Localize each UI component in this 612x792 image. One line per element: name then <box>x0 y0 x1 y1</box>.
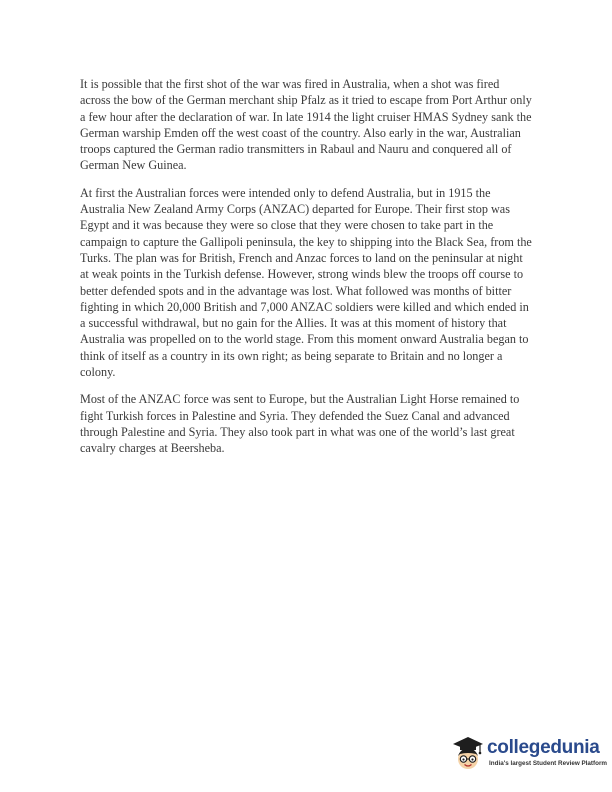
collegedunia-logo[interactable] <box>449 734 608 774</box>
document-body <box>80 76 532 468</box>
paragraph-anzac-gallipoli: At first the Australian forces were intended only to defend Australia, but in 1915 the Australia New Zealand Army Corps (ANZAC) departed for Europe. Their first stop was Egypt and it was because they were so close that they were chosen to take part in the campaign to capture the Gallipoli peninsula, the key to shipping into the Black Sea, from the Turks. The plan was for British, French and Anzac forces to land on the peninsular at night at weak points in the Turkish defense. However, strong winds blew the troops off course to better defended spots and in the advantage was lost. What followed was months of bitter fighting in which 20,000 British and 7,000 ANZAC soldiers were killed and which ended in a successful withdrawal, but no gain for the Allies. It was at this moment of history that Australia was propelled on to the world stage. From this moment onward Australia began to think of itself as a country in its own right; as being separate to Britain and no longer a colony. <box>80 185 532 380</box>
graduate-mascot-icon <box>449 734 487 774</box>
brand-tagline: India's largest Student Review Platform <box>489 760 608 767</box>
paragraph-light-horse: Most of the ANZAC force was sent to Europe, but the Australian Light Horse remained to fight Turkish forces in Palestine and Syria. They defended the Suez Canal and advanced through Palestine and Syria. They also took part in what was one of the world’s last great cavalry charges at Beersheba. <box>80 392 520 456</box>
paragraph-first-shot: It is possible that the first shot of the war was fired in Australia, when a shot was fired across the bow of the German merchant ship Pfalz as it tried to escape from Port Arthur only a few hour after the declaration of war. In late 1914 the light cruiser HMAS Sydney sank the German warship Emden off the west coast of the country. Also early in the war, Australian troops captured the German radio transmitters in Rabaul and Nauru and conquered all of German New Guinea. <box>80 77 532 173</box>
brand-name: collegedunia <box>487 737 600 758</box>
